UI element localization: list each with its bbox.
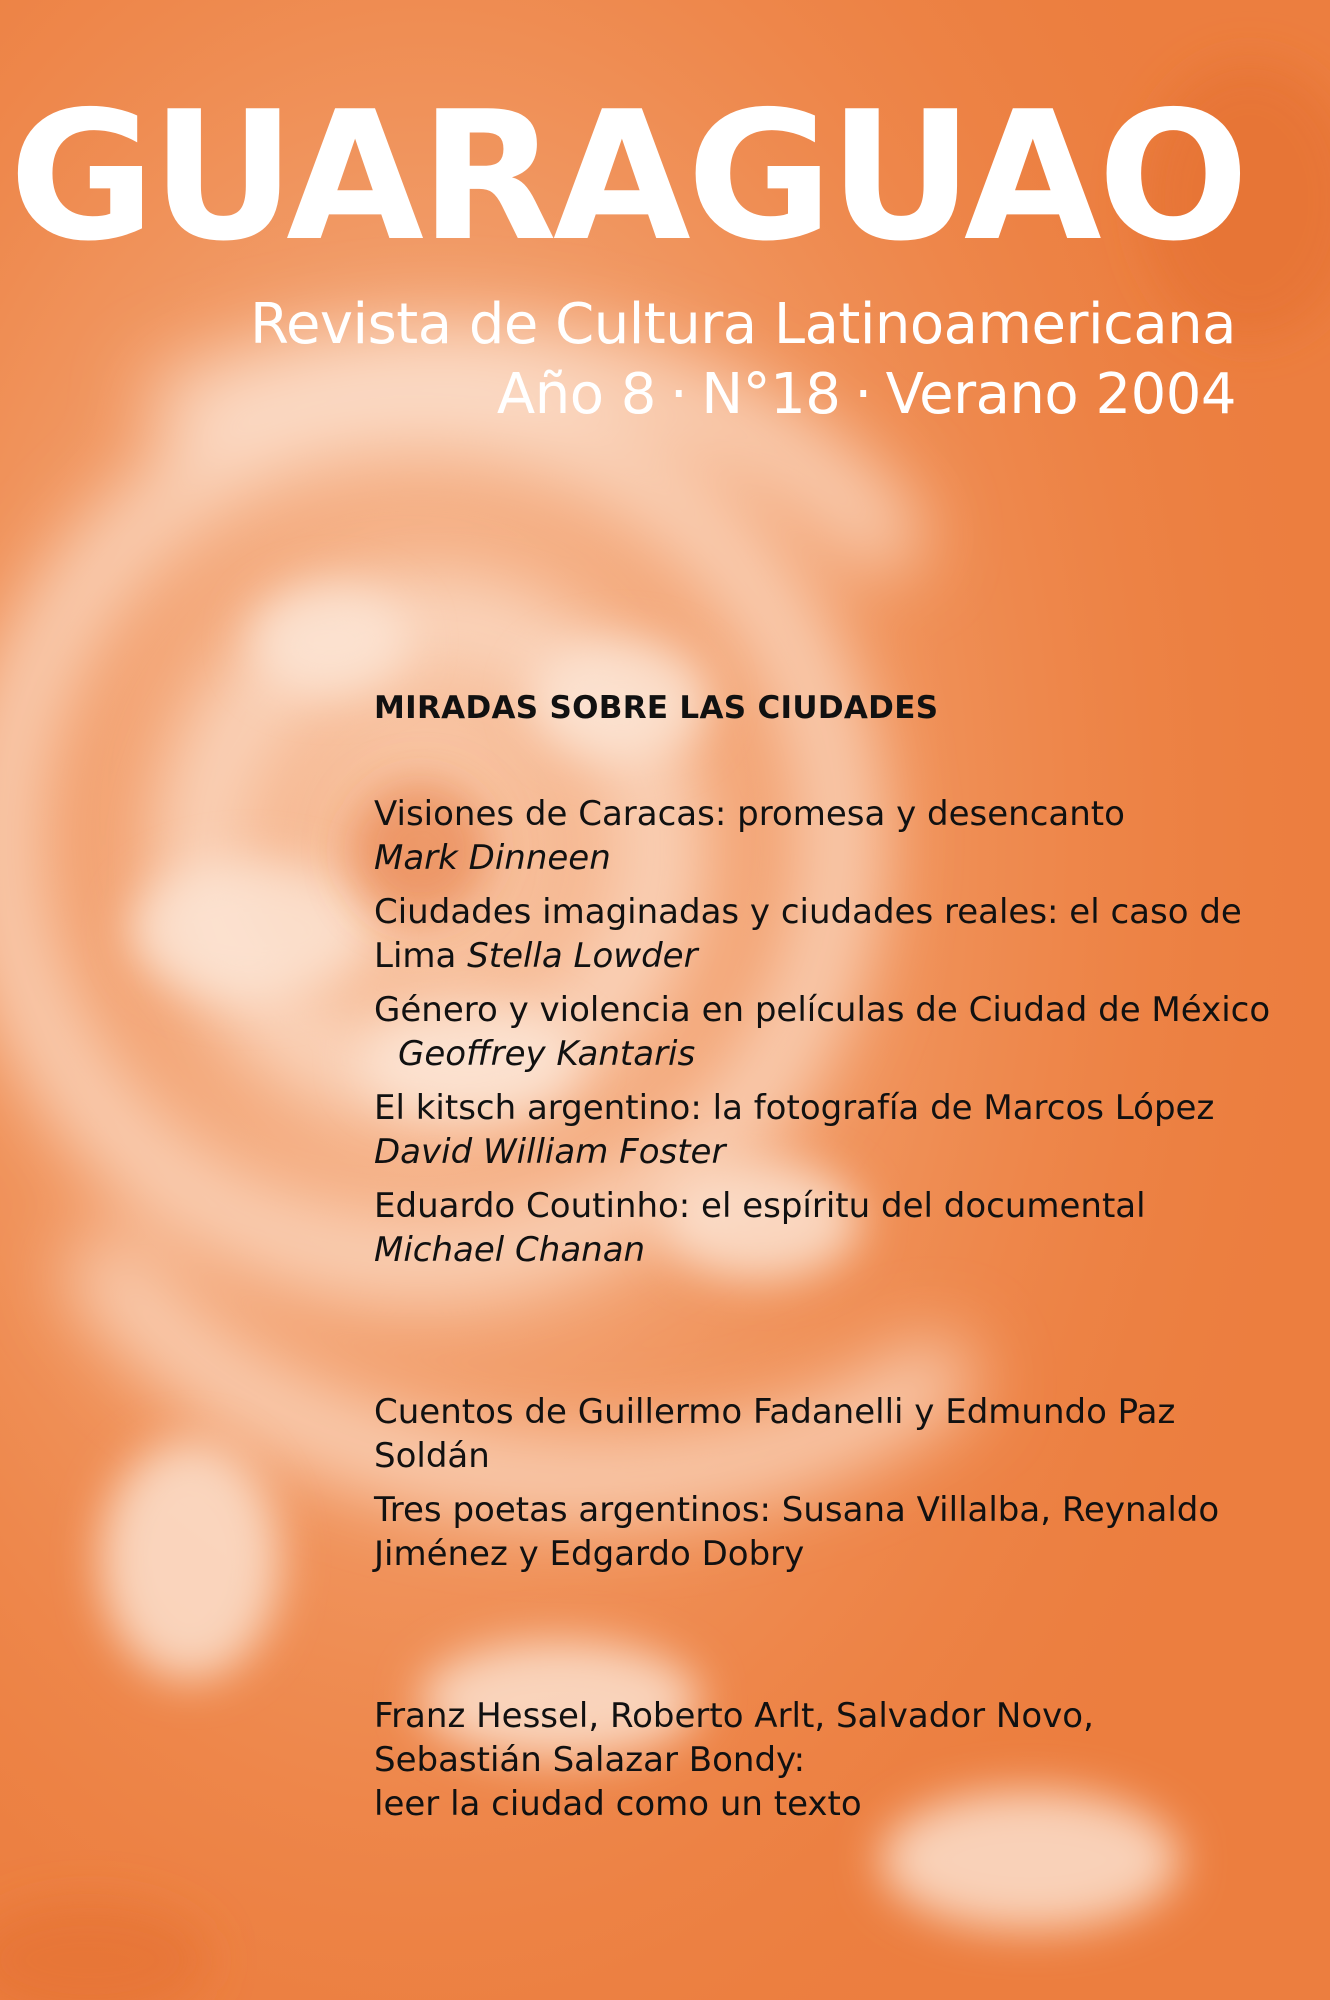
closing-feature (374, 1694, 1274, 1826)
article-title: Eduardo Coutinho: el espíritu del documental (374, 1186, 1146, 1226)
article-entry (374, 890, 1274, 978)
article-entry (374, 792, 1274, 880)
article-entry (374, 1184, 1274, 1272)
feature-entry (374, 1488, 1274, 1576)
article-title: Ciudades imaginadas y ciudades reales: el caso de Lima (374, 892, 1242, 976)
issue-separator: · (854, 362, 872, 427)
magazine-subtitle: Revista de Cultura Latinoamericana (250, 292, 1236, 357)
magazine-title: GUARAGUAO (9, 73, 1245, 280)
article-title: El kitsch argentino: la fotografía de Marcos López (374, 1088, 1215, 1128)
article-author: David William Foster (374, 1132, 726, 1172)
closing-line: Sebastián Salazar Bondy: (374, 1740, 806, 1780)
issue-number: N°18 (701, 362, 841, 427)
feature-title: Cuentos de Guillermo Fadanelli y Edmundo Paz Soldán (374, 1392, 1176, 1476)
closing-line: leer la ciudad como un texto (374, 1784, 862, 1824)
article-entry (374, 1086, 1274, 1174)
spacer (374, 1586, 1274, 1694)
table-of-contents (374, 690, 1274, 1836)
article-entry (374, 988, 1274, 1076)
article-author: Michael Chanan (374, 1230, 646, 1270)
feature-title: Tres poetas argentinos: Susana Villalba, Reynaldo Jiménez y Edgardo Dobry (374, 1490, 1220, 1574)
article-author: Mark Dinneen (374, 838, 611, 878)
issue-season: Verano 2004 (885, 362, 1236, 427)
section-heading: MIRADAS SOBRE LAS CIUDADES (374, 690, 939, 726)
closing-line: Franz Hessel, Roberto Arlt, Salvador Novo, (374, 1696, 1094, 1736)
article-author: Stella Lowder (467, 936, 698, 976)
article-title: Género y violencia en películas de Ciudad de México (374, 990, 1271, 1030)
issue-year: Año 8 (496, 362, 656, 427)
article-title: Visiones de Caracas: promesa y desencanto (374, 794, 1125, 834)
issue-separator: · (669, 362, 688, 427)
article-author: Geoffrey Kantaris (398, 1034, 696, 1074)
feature-entry (374, 1390, 1274, 1478)
masthead-subtitle-block (250, 290, 1236, 430)
spacer (374, 1282, 1274, 1390)
issue-info (250, 360, 1236, 430)
